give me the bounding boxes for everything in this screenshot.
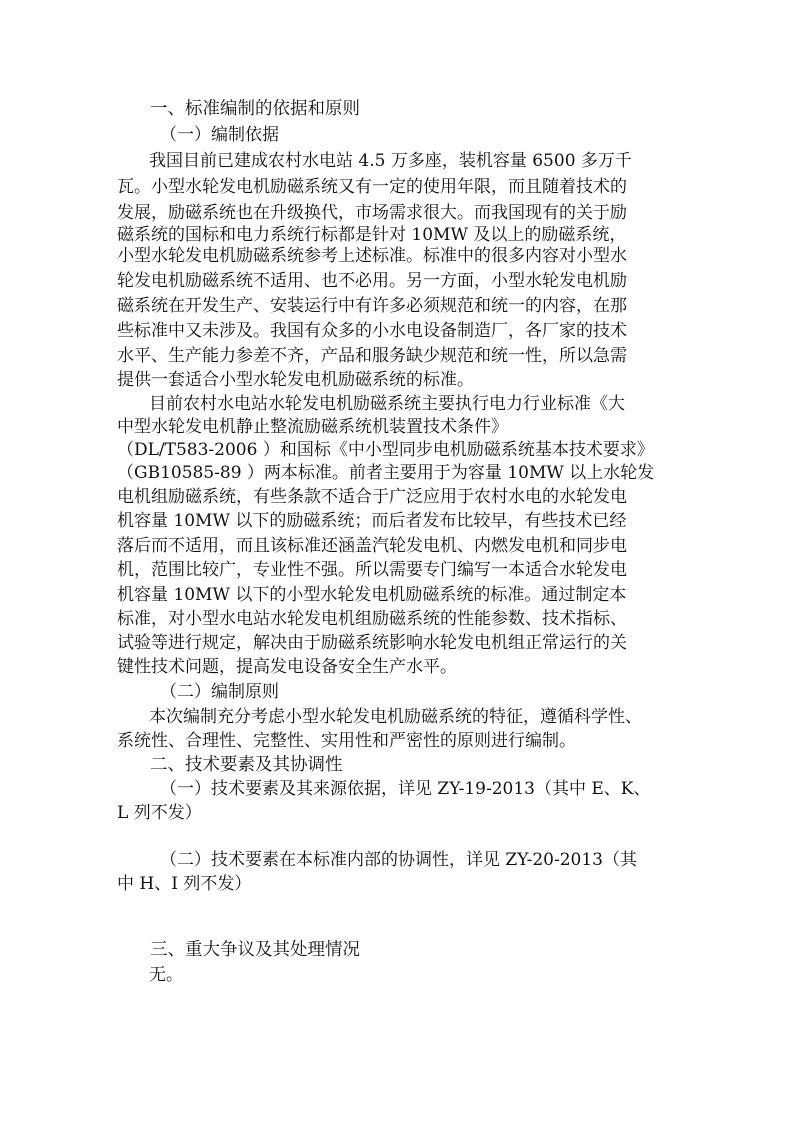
paragraph-line: 瓦。小型水轮发电机励磁系统又有一定的使用年限，而且随着技术的: [117, 177, 627, 197]
section-1-heading: 一、标准编制的依据和原则: [150, 99, 360, 119]
section-1-subheading-principles: （二）编制原则: [160, 682, 279, 702]
section-3-heading: 三、重大争议及其处理情况: [150, 940, 360, 960]
paragraph-line: 机，范围比较广，专业性不强。所以需要专门编写一本适合水轮发电: [117, 560, 627, 580]
paragraph-line: 小型水轮发电机励磁系统参考上述标准。标准中的很多内容对小型水: [117, 246, 627, 266]
paragraph-line: 落后而不适用，而且该标准还涵盖汽轮发电机、内燃发电机和同步电: [117, 536, 627, 556]
paragraph-line: 提供一套适合小型水轮发电机励磁系统的标准。: [117, 370, 474, 390]
paragraph-line: 发展，励磁系统也在升级换代，市场需求很大。而我国现有的关于励: [117, 203, 627, 223]
paragraph-line: 系统性、合理性、完整性、实用性和严密性的原则进行编制。: [117, 731, 576, 751]
paragraph-line: 机容量 10MW 以下的小型水轮发电机励磁系统的标准。通过制定本: [117, 585, 627, 605]
section-2-heading: 二、技术要素及其协调性: [150, 755, 343, 775]
paragraph-line: 无。: [149, 965, 183, 985]
paragraph-line: （DL/T583-2006 ）和国标《中小型同步电机励磁系统基本技术要求》: [117, 440, 654, 460]
paragraph-line: 中型水轮发电机静止整流励磁系统机装置技术条件》: [117, 417, 508, 437]
paragraph-line: 电机组励磁系统，有些条款不适合于广泛应用于农村水电的水轮发电: [117, 487, 627, 507]
section-1-subheading-basis: （一）编制依据: [160, 125, 279, 145]
paragraph-line: 目前农村水电站水轮发电机励磁系统主要执行电力行业标准《大: [149, 394, 625, 414]
paragraph-line: （一）技术要素及其来源依据，详见 ZY-19-2013（其中 E、K、: [160, 779, 651, 799]
paragraph-line: （二）技术要素在本标准内部的协调性，详见 ZY-20-2013（其: [160, 850, 637, 870]
paragraph-line: 轮发电机励磁系统不适用、也不必用。另一方面，小型水轮发电机励: [117, 271, 627, 291]
paragraph-line: L 列不发）: [117, 803, 202, 823]
paragraph-line: 本次编制充分考虑小型水轮发电机励磁系统的特征，遵循科学性、: [149, 707, 642, 727]
paragraph-line: 试验等进行规定，解决由于励磁系统影响水轮发电机组正常运行的关: [117, 633, 627, 653]
paragraph-line: 磁系统的国标和电力系统行标都是针对 10MW 及以上的励磁系统，: [117, 225, 627, 245]
paragraph-line: 标准，对小型水电站水轮发电机组励磁系统的性能参数、技术指标、: [117, 609, 627, 629]
paragraph-line: 键性技术问题，提高发电设备安全生产水平。: [117, 657, 457, 677]
paragraph-line: （GB10585-89 ）两本标准。前者主要用于为容量 10MW 以上水轮发: [117, 463, 655, 483]
paragraph-line: 中 H、I 列不发）: [117, 874, 252, 894]
paragraph-line: 水平、生产能力参差不齐，产品和服务缺少规范和统一性，所以急需: [117, 346, 627, 366]
paragraph-line: 些标准中又未涉及。我国有众多的小水电设备制造厂，各厂家的技术: [117, 321, 627, 341]
paragraph-line: 磁系统在开发生产、安装运行中有许多必须规范和统一的内容，在那: [117, 296, 627, 316]
paragraph-line: 机容量 10MW 以下的励磁系统；而后者发布比较早，有些技术已经: [117, 511, 627, 531]
paragraph-line: 我国目前已建成农村水电站 4.5 万多座，装机容量 6500 多万千: [149, 151, 632, 171]
